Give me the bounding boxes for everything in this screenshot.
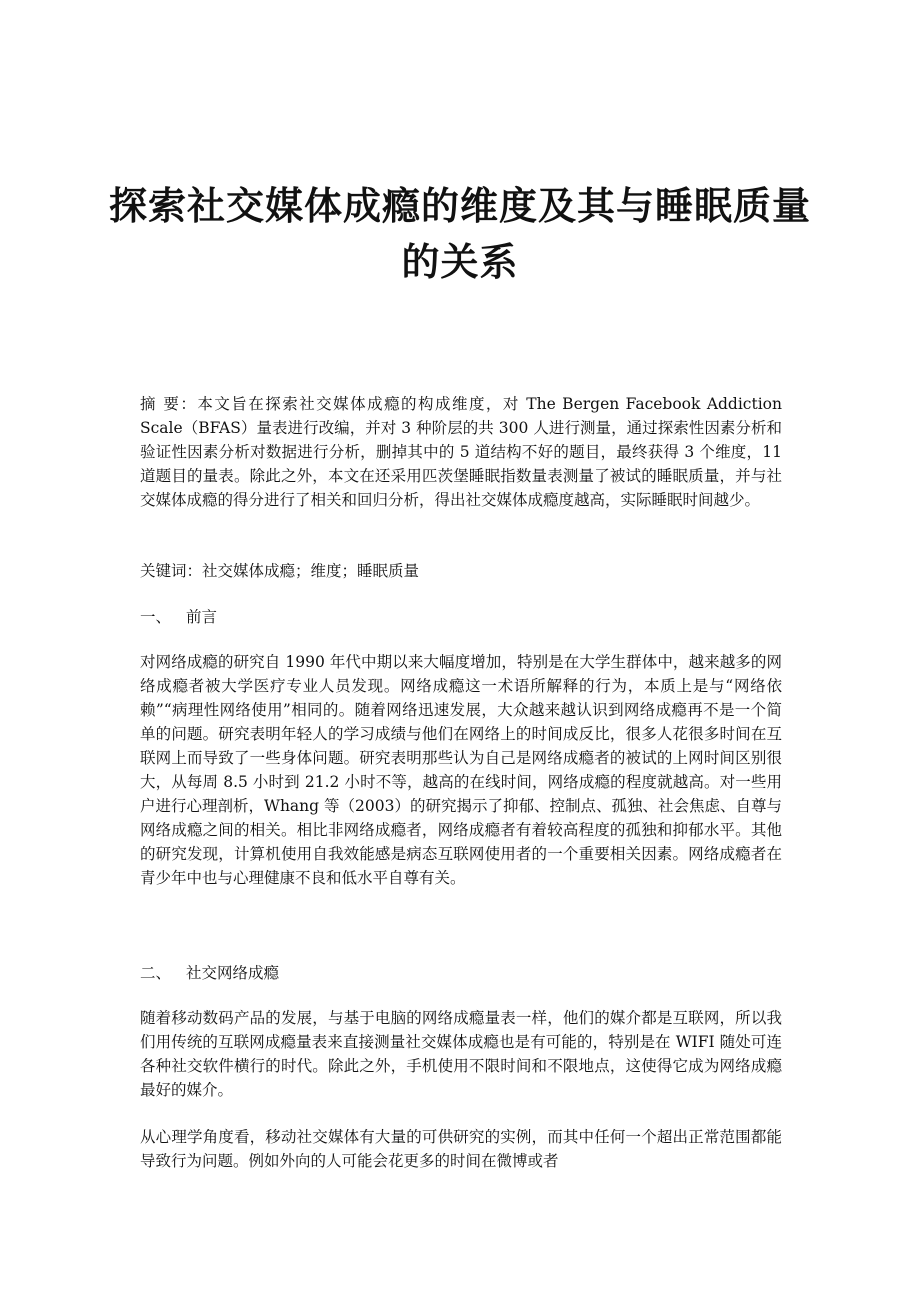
section-heading-2 <box>140 961 782 985</box>
page-title: 探索社交媒体成瘾的维度及其与睡眠质量的关系 <box>108 184 811 284</box>
keywords-label: 关键词： <box>140 562 203 580</box>
section-title: 前言 <box>186 608 218 626</box>
section-heading-1 <box>140 605 782 629</box>
keywords-text: 社交媒体成瘾；维度；睡眠质量 <box>202 562 420 580</box>
section-number: 二、 <box>140 964 172 982</box>
abstract-text: 本文旨在探索社交媒体成瘾的构成维度，对 The Bergen Facebook Addiction Scale（BFAS）量表进行改编，并对 3 种阶层的共 300 人进行测量，通过探索性因素分析和验证性因素分析对数据进行分析，删掉其中的 5 道结构不好的题目，最终获得 3 个维度，11 道题目的量表。除此之外，本文在还采用匹茨堡睡眠指数量表测量了被试的睡眠质量，并与社交媒体成瘾的得分进行了相关和回归分析，得出社交媒体成瘾度越高，实际睡眠时间越少。 <box>140 395 782 509</box>
paragraph: 对网络成瘾的研究自 1990 年代中期以来大幅度增加，特别是在大学生群体中，越来越多的网络成瘾者被大学医疗专业人员发现。网络成瘾这一术语所解释的行为，本质上是与“网络依赖”“病理性网络使用”相同的。随着网络迅速发展，大众越来越认识到网络成瘾再不是一个简单的问题。研究表明年轻人的学习成绩与他们在网络上的时间成反比，很多人花很多时间在互联网上而导致了一些身体问题。研究表明那些认为自己是网络成瘾者的被试的上网时间区别很大，从每周 8.5 小时到 21.2 小时不等，越高的在线时间，网络成瘾的程度就越高。对一些用户进行心理剖析，Whang 等（2003）的研究揭示了抑郁、控制点、孤独、社会焦虑、自尊与网络成瘾之间的相关。相比非网络成瘾者，网络成瘾者有着较高程度的孤独和抑郁水平。其他的研究发现，计算机使用自我效能感是病态互联网使用者的一个重要相关因素。网络成瘾者在青少年中也与心理健康不良和低水平自尊有关。 <box>140 653 782 887</box>
keywords <box>140 559 782 583</box>
abstract-label: 摘 要： <box>140 395 198 413</box>
section-title: 社交网络成瘾 <box>186 964 280 982</box>
paragraph: 随着移动数码产品的发展，与基于电脑的网络成瘾量表一样，他们的媒介都是互联网，所以我们用传统的互联网成瘾量表来直接测量社交媒体成瘾也是有可能的，特别是在 WIFI 随处可连各种社交软件横行的时代。除此之外，手机使用不限时间和不限地点，这使得它成为网络成瘾最好的媒介。 <box>140 1009 782 1099</box>
abstract <box>140 392 782 512</box>
section-number: 一、 <box>140 608 172 626</box>
paragraph: 从心理学角度看，移动社交媒体有大量的可供研究的实例，而其中任何一个超出正常范围都能导致行为问题。例如外向的人可能会花更多的时间在微博或者 <box>140 1128 782 1170</box>
